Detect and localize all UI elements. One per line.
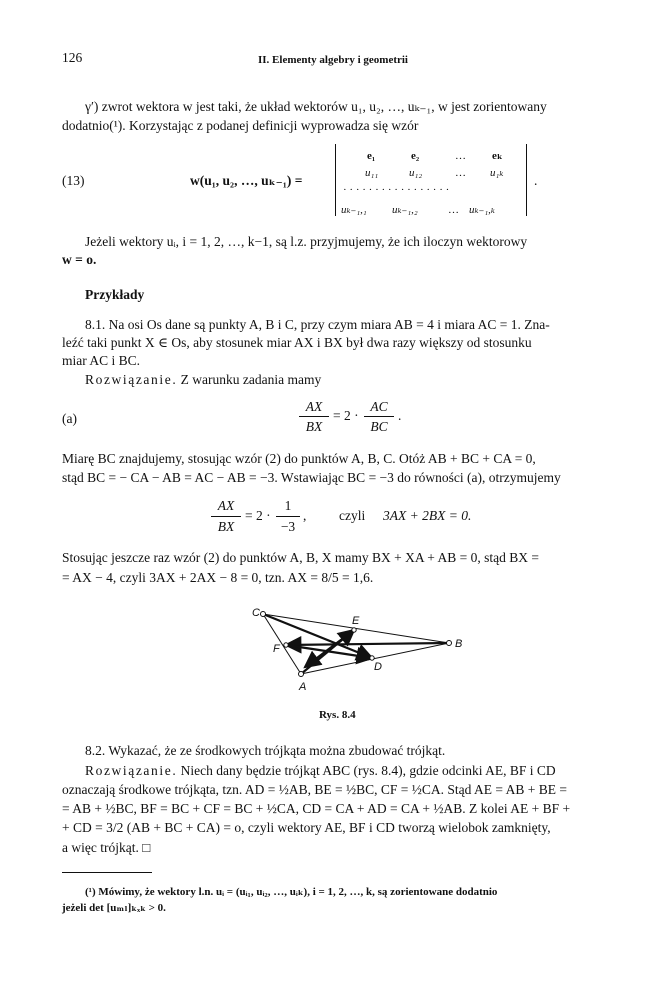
- footnote-line-1: (¹) Mówimy, że wektory l.n. uᵢ = (uᵢ₁, uᵢ₂, …, uᵢₖ), i = 1, 2, …, k, są zorientowane dodatnio: [85, 886, 498, 898]
- ex81-line-3: miar AC i BC.: [62, 353, 141, 368]
- point-f: [284, 643, 288, 647]
- operator: = 2 ·: [245, 508, 271, 523]
- ex81-solution: [85, 372, 321, 388]
- triangle-figure: [244, 602, 474, 697]
- separator: ,: [303, 508, 307, 523]
- ex81-line-5: stąd BC = − CA − AB = AC − AB = −3. Wstawiając BC = −3 do równości (a), otrzymujemy: [62, 470, 561, 485]
- equation-a-label: (a): [62, 411, 77, 426]
- fraction-bar: [299, 416, 329, 417]
- point-d: [370, 656, 374, 660]
- fraction-bar: [364, 416, 394, 417]
- label-e: E: [352, 615, 360, 627]
- solution-label: Rozwiązanie.: [85, 372, 178, 387]
- footnote-rule: [62, 872, 152, 873]
- ex81-line-1: 8.1. Na osi Os dane są punkty A, B i C, przy czym miara AB = 4 i miara AC = 1. Zna-: [85, 317, 550, 332]
- determinant-right-bar: [526, 144, 527, 216]
- intro-line-2: dodatnio(¹). Korzystając z podanej definicji wyprowadza się wzór: [62, 118, 419, 133]
- denominator: BX: [217, 519, 235, 534]
- label-c: C: [252, 607, 260, 619]
- formula-13-lhs: w(u₁, u₂, …, uₖ₋₁) =: [190, 173, 303, 188]
- page-number: 126: [62, 50, 83, 65]
- ex82-line-5: + CD = 3/2 (AB + BC + CA) = o, czyli wektory AE, BF i CD tworzą wielobok zamknięty,: [62, 820, 551, 835]
- point-c: [261, 612, 266, 617]
- footnote-line-2: jeżeli det [uₘₗ]ₖₓₖ > 0.: [62, 902, 166, 914]
- fraction-bar: [276, 516, 300, 517]
- label-b: B: [455, 638, 463, 650]
- ex81-line-2: leźć taki punkt X ∈ Os, aby stosunek miar AX i BX był dwa razy większy od stosunku: [62, 335, 532, 350]
- numerator: AC: [370, 399, 388, 414]
- solution-label: Rozwiązanie.: [85, 763, 178, 778]
- det-cell: e₁: [367, 150, 376, 162]
- label-a: A: [299, 681, 307, 693]
- czyli-word: czyli: [339, 508, 366, 523]
- after-13-line-1: Jeżeli wektory uᵢ, i = 1, 2, …, k−1, są l.z. przyjmujemy, że ich iloczyn wektorowy: [85, 234, 528, 249]
- intro-line-1: γ′) zwrot wektora w jest taki, że układ wektorów u₁, u₂, …, uₖ₋₁, w jest zorientowany: [85, 99, 547, 114]
- solution-text: Z warunku zadania mamy: [180, 372, 322, 387]
- det-cell: uₖ₋₁,₁: [341, 204, 367, 216]
- point-e: [352, 628, 356, 632]
- fraction-bar: [211, 516, 241, 517]
- denominator: BX: [305, 419, 323, 434]
- ex82-line-4: = AB + ½BC, BF = BC + CF = BC + ½CA, CD = CA + AD = CA + ½AB. Z kolei AE + BF +: [62, 801, 571, 816]
- equation-2-rhs: 3AX + 2BX = 0.: [383, 508, 472, 523]
- ex82-line-1: 8.2. Wykazać, że ze środkowych trójkąta można zbudować trójkąt.: [85, 743, 446, 758]
- ex81-line-7: = AX − 4, czyli 3AX + 2AX − 8 = 0, tzn. AX = 8/5 = 1,6.: [62, 570, 374, 585]
- denominator: BC: [370, 419, 388, 434]
- det-cell: …: [448, 204, 459, 216]
- det-cell: uₖ₋₁,₂: [392, 204, 418, 216]
- numerator: 1: [284, 498, 292, 513]
- label-d: D: [374, 661, 382, 673]
- operator: = 2 ·: [333, 408, 359, 423]
- determinant-left-bar: [335, 144, 336, 216]
- ex82-line-6: a więc trójkąt. □: [62, 840, 151, 855]
- denominator: −3: [280, 519, 296, 534]
- point-b: [447, 641, 452, 646]
- ex82-line-3: oznaczają środkowe trójkąta, tzn. AD = ½AB, BE = ½BC, CF = ½CA. Stąd AE = AB + BE =: [62, 782, 568, 797]
- det-cell: u₁ₖ: [490, 167, 504, 179]
- det-cell: u₁₁: [365, 167, 379, 179]
- det-cell: eₖ: [492, 150, 503, 162]
- equation-a-period: .: [398, 408, 402, 423]
- numerator: AX: [305, 399, 323, 414]
- median-bf: [286, 643, 449, 645]
- det-cell: …: [455, 150, 466, 162]
- ex82-line-2: [85, 763, 556, 779]
- running-title: II. Elementy algebry i geometrii: [258, 54, 408, 66]
- formula-13-label: (13): [62, 173, 85, 188]
- numerator: AX: [217, 498, 235, 513]
- det-cell: uₖ₋₁,ₖ: [469, 204, 495, 216]
- det-cell: u₁₂: [409, 167, 423, 179]
- after-13-line-2: w = o.: [62, 252, 97, 267]
- label-f: F: [273, 643, 280, 655]
- det-cell: e₂: [411, 150, 420, 162]
- figure-caption: Rys. 8.4: [319, 709, 356, 721]
- formula-13-period: .: [534, 173, 538, 188]
- examples-heading: Przykłady: [85, 287, 145, 302]
- det-cell: …: [455, 167, 466, 179]
- ex81-line-4: Miarę BC znajdujemy, stosując wzór (2) do punktów A, B, C. Otóż AB + BC + CA = 0,: [62, 451, 536, 466]
- det-dots: · · · · · · · · · · · · · · · · ·: [343, 184, 450, 196]
- solution-text: Niech dany będzie trójkąt ABC (rys. 8.4), gdzie odcinki AE, BF i CD: [180, 763, 556, 778]
- ex81-line-6: Stosując jeszcze raz wzór (2) do punktów A, B, X mamy BX + XA + AB = 0, stąd BX =: [62, 550, 540, 565]
- point-a: [299, 672, 304, 677]
- vector-bf-arrow: [286, 645, 372, 658]
